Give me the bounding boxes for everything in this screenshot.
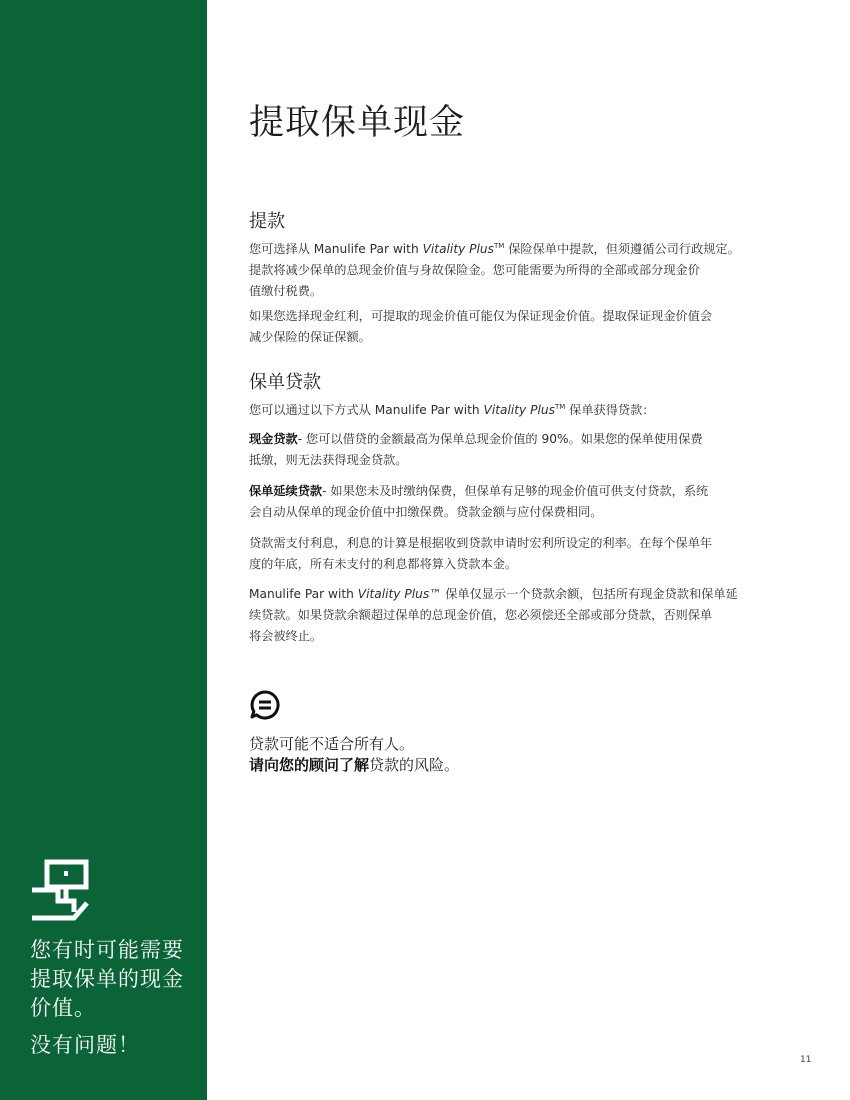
sidebar-callout	[30, 936, 200, 1060]
cash-loan-label: 现金贷款	[249, 432, 298, 446]
extension-loan-label: 保单延续贷款	[249, 484, 323, 498]
sidebar	[0, 0, 207, 1100]
note-line: 请向您的顾问了解贷款的风险。	[249, 756, 460, 774]
loans-intro: 您可以通过以下方式从 Manulife Par with Vitality Plus™ 保单获得贷款：	[249, 403, 655, 418]
loan-balance-paragraph: Manulife Par with Vitality Plus™ 保单仅显示一个贷款余额，包括所有现金贷款和保单延 续贷款。如果贷款余额超过保单的总现金价值，您必须偿还全部或部分贷款，否则保单 将会被终止。	[249, 587, 738, 643]
interest-paragraph: 贷款需支付利息，利息的计算是根据收到贷款申请时宏利所设定的利率。在每个保单年 度的年底，所有未支付的利息都将算入贷款本金。	[249, 536, 713, 571]
section-heading-withdrawals: 提款	[249, 211, 285, 232]
withdrawals-paragraph-1: 您可选择从 Manulife Par with Vitality Plus™ 保险保单中提款，但须遵循公司行政规定。 提款将减少保单的总现金价值与身故保险金。您可能需要为所得的全部或部分现金价 值缴付税费。	[249, 242, 740, 299]
brand-name: Vitality Plus	[357, 587, 430, 601]
cash-loan-paragraph: 现金贷款- 您可以借贷的金额最高为保单总现金价值的 90%。如果您的保单使用保费 抵缴，则无法获得现金贷款。	[249, 432, 703, 467]
sidebar-line: 您有时可能需要	[30, 938, 184, 962]
chat-bubble-icon	[249, 689, 281, 721]
extension-loan-paragraph: 保单延续贷款- 如果您未及时缴纳保费，但保单有足够的现金价值可供支付贷款，系统 会自动从保单的现金价值中扣缴保费。贷款金额与应付保费相同。	[249, 484, 709, 519]
page-number: 11	[800, 1055, 812, 1065]
hand-holding-cash-icon	[30, 859, 90, 923]
sidebar-line: 提取保单的现金	[30, 967, 184, 991]
note-line: 贷款可能不适合所有人。	[249, 735, 415, 753]
brand-name: Vitality Plus	[422, 242, 494, 257]
withdrawals-paragraph-2: 如果您选择现金红利，可提取的现金价值可能仅为保证现金价值。提取保证现金价值会 减少保险的保证保额。	[249, 309, 713, 344]
section-heading-policy-loans: 保单贷款	[249, 372, 321, 393]
sidebar-line: 价值。	[30, 996, 96, 1020]
sidebar-line: 没有问题！	[30, 1033, 140, 1057]
page-title: 提取保单现金	[249, 103, 466, 143]
loan-risk-note	[249, 734, 699, 776]
brand-name: Vitality Plus	[483, 403, 555, 418]
